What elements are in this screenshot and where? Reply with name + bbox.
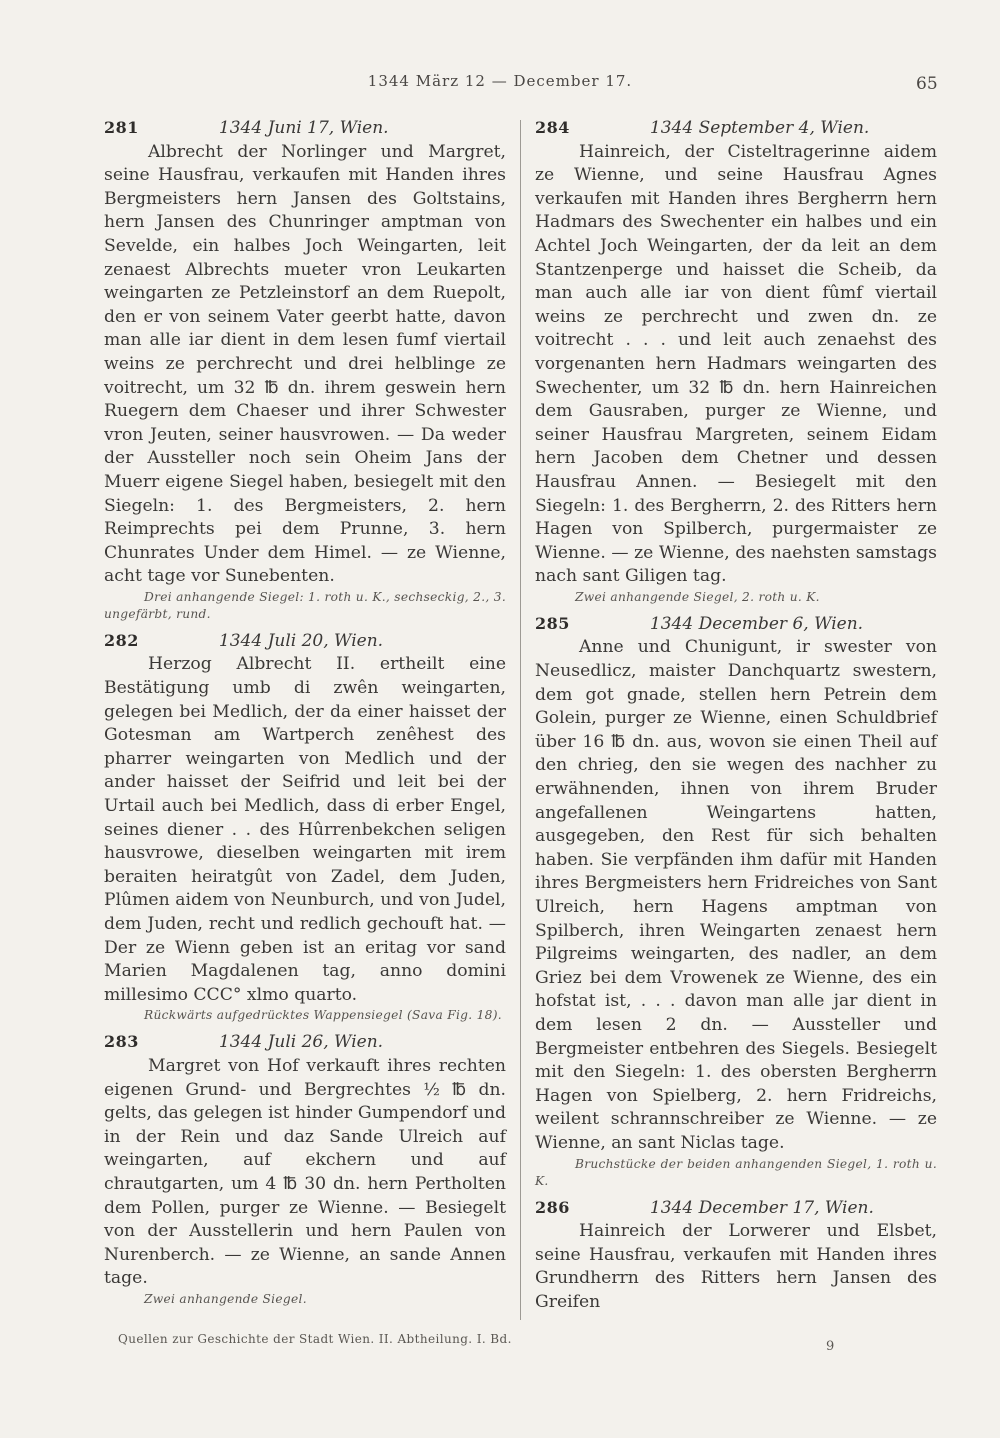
seal-note: Zwei anhangende Siegel, 2. roth u. K. xyxy=(575,589,820,604)
entry-283 xyxy=(104,1030,506,1308)
entry-text: Herzog Albrecht II. ertheilt eine Bestätigung umb di zwên weingarten, gelegen bei Medlich, der da einer haisset der Gotesman am Wartperch zenêhest des pharrer weingarten von Medlich und der ander haisset der Seifrid und leit bei der Urtail auch bei Medlich, dass di erber Engel, seines diener . . des Hûrrenbekchen seligen hausvrowe, dieselben weingarten mit irem beraiten heiratgût von Zadel, dem Juden, Plûmen aidem von Neunburch, und von Judel, dem Juden, recht und redlich gechouft hat. — Der ze Wienn geben ist an eritag vor sand Marien Magdalenen tag, anno domini millesimo CCC° xlmo quarto. xyxy=(104,654,506,1005)
column-divider xyxy=(520,120,521,1320)
entry-number: 286 xyxy=(535,1197,570,1217)
printer-signature: 9 xyxy=(826,1339,835,1354)
entry-284 xyxy=(535,116,937,606)
entry-number: 282 xyxy=(104,630,139,650)
source-footer: Quellen zur Geschichte der Stadt Wien. II. Abtheilung. I. Bd. xyxy=(118,1332,512,1346)
entry-date: 1344 September 4, Wien. xyxy=(649,118,870,138)
entry-text: Hainreich der Lorwerer und Elsbet, seine Hausfrau, verkaufen mit Handen ihres Grundherrn des Ritters hern Jansen des Greifen xyxy=(535,1221,937,1312)
entry-date: 1344 December 6, Wien. xyxy=(649,613,864,634)
seal-note: Bruchstücke der beiden anhangenden Siegel, 1. roth u. K. xyxy=(535,1156,937,1188)
entry-text: Margret von Hof verkauft ihres rechten eigenen Grund- und Bergrechtes ½ ℔ dn. gelts, das gelegen ist hinder Gumpendorf und in der Rein und daz Sande Ulreich auf weingarten, auf ekchern und auf chrautgarten, um 4 ℔ 30 dn. hern Pertholten dem Pollen, purger ze Wienne. — Besiegelt von der Ausstellerin und hern Paulen von Nurenberch. — ze Wienne, an sande Annen tage. xyxy=(104,1055,506,1289)
entry-282 xyxy=(104,629,506,1025)
seal-note: Zwei anhangende Siegel. xyxy=(144,1291,307,1306)
entry-number: 285 xyxy=(535,613,570,633)
seal-note: Drei anhangende Siegel: 1. roth u. K., sechseckig, 2., 3. ungefärbt, rund. xyxy=(104,589,506,621)
entry-date: 1344 December 17, Wien. xyxy=(649,1197,874,1218)
entry-date: 1344 Juni 17, Wien. xyxy=(218,118,389,138)
entry-number: 284 xyxy=(535,118,570,137)
entry-286 xyxy=(535,1196,937,1315)
right-column xyxy=(535,112,937,1315)
running-header: 1344 März 12 — December 17. xyxy=(367,72,633,90)
entry-text: Albrecht der Norlinger und Margret, seine Hausfrau, verkaufen mit Handen ihres Bergmeisters hern Jansen des Goltstains, hern Jansen des Chunringer amptman von Sevelde, ein halbes Joch Weingarten, leit zenaest Albrechts mueter vron Leukarten weingarten ze Petzleinstorf an dem Ruepolt, den er von seinem Vater geerbt hatte, davon man alle iar dient in dem lesen fumf viertail weins ze perchrecht und drei helblinge ze voitrecht, um 32 ℔ dn. ihrem geswein hern Ruegern dem Chaeser und ihrer Schwester vron Jeuten, seiner hausvrowen. — Da weder der Aussteller noch sein Oheim Jans der Muerr eigene Siegel haben, besiegelt mit den Siegeln: 1. des Bergmeisters, 2. hern Reimprechts pei dem Prunne, 3. hern Chunrates Under dem Himel. — ze Wienne, acht tage vor Sunebenten. xyxy=(104,141,506,587)
entry-281 xyxy=(104,116,506,623)
entry-text: Hainreich, der Cisteltragerinne aidem ze Wienne, und seine Hausfrau Agnes verkaufen mit Handen ihres Bergherrn hern Hadmars des Swechenter ein halbes und ein Achtel Joch Weingarten, der da leit an dem Stantzenperge und haisset die Scheib, da man auch alle iar von dient fûmf viertail weins ze perchrecht und zwen dn. ze voitrecht . . . und leit auch zenaehst des vorgenanten hern Hadmars weingarten des Swechenter, um 32 ℔ dn. hern Hainreichen dem Gausraben, purger ze Wienne, und seiner Hausfrau Margreten, seinem Eidam hern Jacoben dem Chetner und dessen Hausfrau Annen. — Besiegelt mit den Siegeln: 1. des Bergherrn, 2. des Ritters hern Hagen von Spilberch, purgermaister ze Wienne. — ze Wienne, des naehsten samstags nach sant Giligen tag. xyxy=(535,141,937,587)
page-number: 65 xyxy=(916,74,938,94)
entry-date: 1344 Juli 20, Wien. xyxy=(218,630,384,651)
entry-number: 281 xyxy=(104,118,139,137)
entry-text: Anne und Chunigunt, ir swester von Neusedlicz, maister Danchquartz swestern, dem got gnade, stellen hern Petrein dem Golein, purger ze Wienne, einen Schuldbrief über 16 ℔ dn. aus, wovon sie einen Theil auf den chrieg, den sie wegen des nachher zu erwähnenden, ihnen von ihrem Bruder angefallenen Weingartens hatten, ausgegeben, den Rest für sich behalten haben. Sie verpfänden ihm dafür mit Handen ihres Bergmeisters hern Fridreiches von Sant Ulreich, hern Hagens amptman von Spilberch, ihren Weingarten zenaest hern Pilgreims weingarten, des nadler, an dem Griez bei dem Vrowenek ze Wienne, des ein hofstat ist, . . . davon man alle jar dient in dem lesen 2 dn. — Aussteller und Bergmeister entbehren des Siegels. Besiegelt mit den Siegeln: 1. des obersten Bergherrn Hagen von Spielberg, 2. hern Fridreichs, weilent schrannschreiber ze Wienne. — ze Wienne, an sant Niclas tage. xyxy=(535,637,937,1153)
entry-285 xyxy=(535,612,937,1190)
seal-note: Rückwärts aufgedrücktes Wappensiegel (Sava Fig. 18). xyxy=(144,1008,502,1023)
entry-date: 1344 Juli 26, Wien. xyxy=(218,1032,384,1053)
entry-number: 283 xyxy=(104,1032,139,1052)
left-column xyxy=(104,112,506,1314)
